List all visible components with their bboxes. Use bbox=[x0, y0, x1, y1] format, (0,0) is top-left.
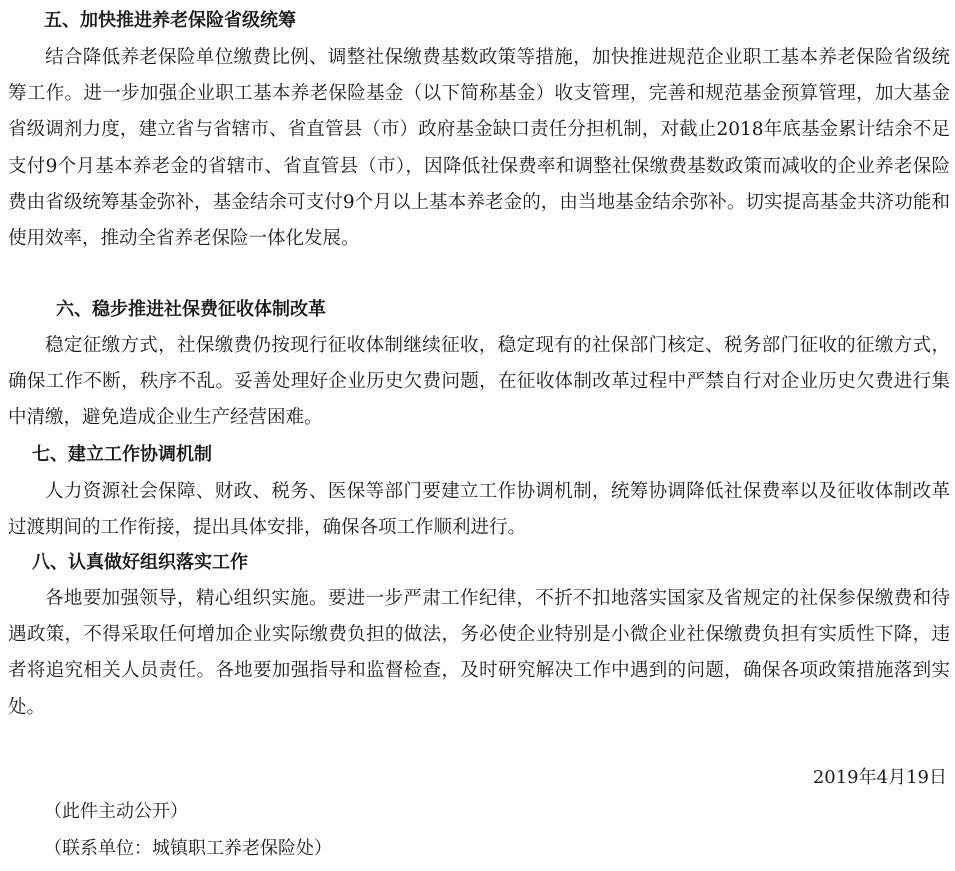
section-7-paragraph: 人力资源社会保障、财政、税务、医保等部门要建立工作协调机制，统筹协调降低社保费率以及征收体制改革过渡期间的工作衔接，提出具体安排，确保各项工作顺利进行。 bbox=[8, 481, 950, 539]
public-disclosure-note: （此件主动公开） bbox=[44, 801, 188, 822]
section-8-heading: 八、认真做好组织落实工作 bbox=[32, 552, 248, 573]
section-6-heading: 六、稳步推进社保费征收体制改革 bbox=[56, 299, 326, 320]
section-5-heading: 五、加快推进养老保险省级统筹 bbox=[44, 10, 296, 31]
document-date: 2019年4月19日 bbox=[812, 767, 947, 788]
section-8-paragraph: 各地要加强领导，精心组织实施。要进一步严肃工作纪律，不折不扣地落实国家及省规定的社保参保缴费和待遇政策，不得采取任何增加企业实际缴费负担的做法，务必使企业特别是小微企业社保缴费负担有实质性下降，违者将追究相关人员责任。各地要加强指导和监督检查，及时研究解决工作中遇到的问题，确保各项政策措施落到实处。 bbox=[8, 588, 950, 718]
section-6-paragraph: 稳定征缴方式，社保缴费仍按现行征收体制继续征收，稳定现有的社保部门核定、税务部门征收的征缴方式，确保工作不断，秩序不乱。妥善处理好企业历史欠费问题，在征收体制改革过程中严禁自行对企业历史欠费进行集中清缴，避免造成企业生产经营困难。 bbox=[8, 335, 950, 429]
contact-unit-note: （联系单位：城镇职工养老保险处） bbox=[44, 838, 332, 859]
section-7-heading: 七、建立工作协调机制 bbox=[32, 444, 212, 465]
section-5-paragraph: 结合降低养老保险单位缴费比例、调整社保缴费基数政策等措施，加快推进规范企业职工基本养老保险省级统筹工作。进一步加强企业职工基本养老保险基金（以下简称基金）收支管理，完善和规范基金预算管理，加大基金省级调剂力度，建立省与省辖市、省直管县（市）政府基金缺口责任分担机制，对截止2018年底基金累计结余不足支付9个月基本养老金的省辖市、省直管县（市），因降低社保费率和调整社保缴费基数政策而减收的企业养老保险费由省级统筹基金弥补，基金结余可支付9个月以上基本养老金的，由当地基金结余弥补。切实提高基金共济功能和使用效率，推动全省养老保险一体化发展。 bbox=[8, 47, 950, 250]
